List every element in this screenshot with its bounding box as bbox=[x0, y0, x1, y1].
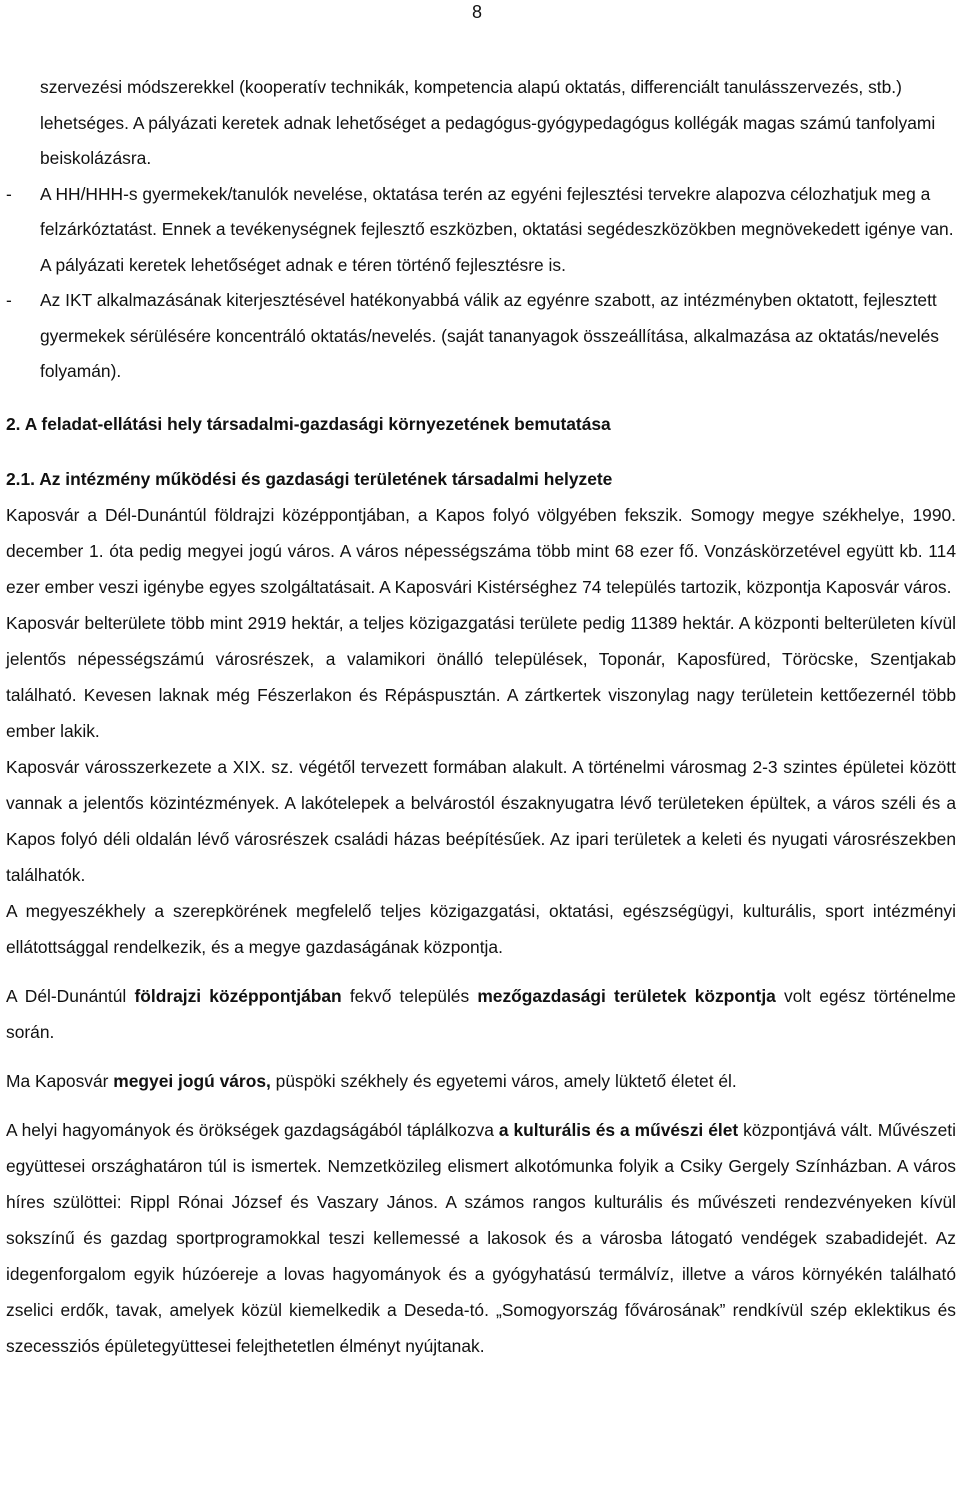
bullet-dash: - bbox=[6, 183, 12, 204]
emphasis-text: megyei jogú város, bbox=[113, 1070, 271, 1091]
bullet-item-2 bbox=[6, 177, 956, 284]
paragraph-location: Kaposvár a Dél-Dunántúl földrajzi középpontjában, a Kapos folyó völgyében fekszik. Somogy megye székhelye, 1990. december 1. óta pedig megyei jogú város. A város népességszáma több mint 68 ezer fő. Vonzáskörzetével együtt kb. 114 ezer ember veszi igénybe egyes szolgáltatásait. A Kaposvári Kistérséghez 74 település tartozik, központja Kaposvár város. bbox=[6, 504, 956, 597]
emphasis-text: a kulturális és a művészi élet bbox=[498, 1119, 739, 1140]
text-run: fekvő település bbox=[341, 985, 478, 1006]
paragraph-county-seat: A megyeszékhely a szerepkörének megfelelő teljes közigazgatási, oktatási, egészségügyi, kulturális, sport intézményi ellátottsággal rendelkezik, és a megye gazdaságának központja. bbox=[6, 900, 956, 957]
paragraph-culture bbox=[6, 1112, 956, 1364]
text-run: A Dél-Dunántúl bbox=[6, 985, 135, 1006]
text-run: volt egész történelme során. bbox=[6, 985, 956, 1042]
section-heading: 2. A feladat-ellátási hely társadalmi-gazdasági környezetének bemutatása bbox=[6, 413, 611, 434]
subsection-heading: 2.1. Az intézmény működési és gazdasági területének társadalmi helyzete bbox=[6, 468, 613, 489]
bullet-text: szervezési módszerekkel (kooperatív technikák, kompetencia alapú oktatás, differenciált tanulásszervezés, stb.) lehetséges. A pályázati keretek adnak lehetőséget a pedagógus-gyógypedagógus kollégák magas számú tanfolyami beiskolázásra. bbox=[40, 77, 936, 168]
text-run: A helyi hagyományok és örökségek gazdagságából táplálkozva bbox=[6, 1119, 499, 1140]
text-run: központjává vált. Művészeti együttesei országhatáron túl is ismertek. Nemzetközileg elismert alkotómunka folyik a Csiky Gergely Színházban. A város híres szülöttei: Rippl Rónai József és Vaszary János. A számos rangos kulturális és művészeti rendezvényeken kívül sokszínű és gazdag sportprogramokkal teszi kellemessé a lakosok és a városba látogató vendégek szabadidejét. Az idegenforgalom egyik húzóereje a lovas hagyományok és a gyógyhatású termálvíz, illetve a város környékén található zselici erdők, tavak, amelyek közül kiemelkedik a Deseda-tó. „Somogyország fővárosának” rendkívül szép eklektikus és szecessziós épületegyüttesei felejthetetlen élményt nyújtanak. bbox=[6, 1119, 956, 1356]
paragraph-city-status bbox=[6, 1063, 956, 1099]
bullet-item-1 bbox=[6, 70, 956, 177]
page-number: 8 bbox=[472, 2, 483, 22]
text-run: Ma Kaposvár bbox=[6, 1070, 114, 1091]
bullet-text: Az IKT alkalmazásának kiterjesztésével hatékonyabbá válik az egyénre szabott, az intézményben oktatott, fejlesztett gyermekek sérülésére koncentráló oktatás/nevelés. (saját tananyagok összeállítása, alkalmazása az oktatás/nevelés folyamán). bbox=[40, 290, 939, 381]
paragraph-structure: Kaposvár városszerkezete a XIX. sz. végétől tervezett formában alakult. A történelmi városmag 2-3 szintes épületei között vannak a jelentős közintézmények. A lakótelepek a belvárostól északnyugatra lévő területeken épültek, a város széli és a Kapos folyó déli oldalán lévő városrészek családi házas beépítésűek. Az ipari területek a keleti és nyugati városrészekben találhatók. bbox=[6, 756, 956, 885]
bullet-item-3 bbox=[6, 283, 956, 390]
paragraph-area: Kaposvár belterülete több mint 2919 hektár, a teljes közigazgatási területe pedig 11389 hektár. A központi belterületen kívül jelentős népességszámú városrészek, a valamikori önálló települések, Toponár, Kaposfüred, Töröcske, Szentjakab található. Kevesen laknak még Fészerlakon és Répáspusztán. A zártkertek viszonylag nagy területein kettőezernél több ember lakik. bbox=[6, 612, 956, 741]
document-body bbox=[6, 70, 956, 1364]
paragraph-geography bbox=[6, 978, 956, 1050]
emphasis-text: mezőgazdasági területek központja bbox=[477, 985, 776, 1006]
bullet-dash: - bbox=[6, 290, 12, 310]
bullet-text: A HH/HHH-s gyermekek/tanulók nevelése, oktatása terén az egyéni fejlesztési tervekre alapozva célozhatjuk meg a felzárkóztatást. Ennek a tevékenységnek fejlesztő eszközben, oktatási segédeszközökben megnövekedett igénye van. A pályázati keretek lehetőséget adnak e téren történő fejlesztésre is. bbox=[40, 183, 954, 275]
emphasis-text: földrajzi középpontjában bbox=[134, 985, 342, 1006]
text-run: püspöki székhely és egyetemi város, amely lüktető életet él. bbox=[270, 1070, 737, 1091]
